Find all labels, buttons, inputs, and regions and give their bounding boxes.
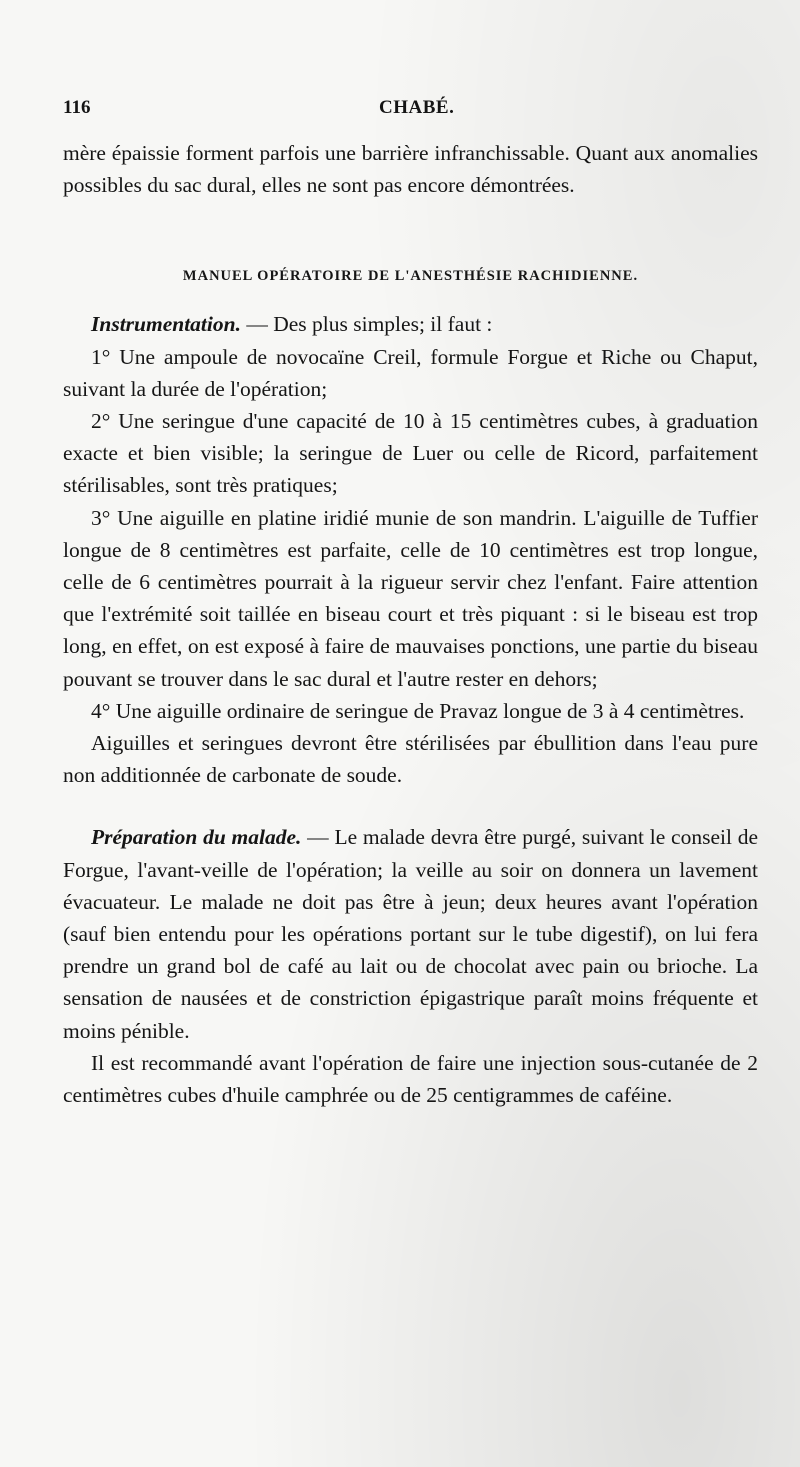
preparation-text: — Le malade devra être purgé, suivant le conseil de Forgue, l'avant-veille de l'opération; la veille au soir on donnera un lavement évacuateur. Le malade ne doit pas être à jeun; deux heures avant l'opération (sauf bien entendu pour les opérations portant sur le tube digestif), on lui fera prendre un grand bol de café au lait ou de chocolat avec pain ou brioche. La sensation de nausées et de constriction épigastrique paraît moins fréquente et moins pénible. [63,825,759,1043]
intro-paragraph: mère épaissie forment parfois une barrière infranchissable. Quant aux anomalies possibles du sac dural, elles ne sont pas encore démontrées. [63,141,758,198]
instrumentation-label: Instrumentation. [91,312,241,337]
preparation-paragraph [63,821,758,1046]
preparation-label: Préparation du malade. [91,825,302,850]
body-text [63,137,758,1111]
instrumentation-text: — Des plus simples; il faut : [240,312,493,337]
instrumentation-paragraph [63,308,758,340]
instrument-item-3: 3° Une aiguille en platine iridié munie de son mandrin. L'aiguille de Tuffier longue de 8 centimètres est parfaite, celle de 10 centimètres est trop longue, celle de 6 centimètres pourrait à la rigueur servir chez l'enfant. Faire attention que l'extrémité soit taillée en biseau court et très piquant : si le biseau est trop long, en effet, on est exposé à faire de mauvaises ponctions, une partie du biseau pouvant se trouver dans le sac dural et l'autre rester en dehors; [63,505,758,691]
instrument-item-1: 1° Une ampoule de novocaïne Creil, formule Forgue et Riche ou Chaput, suivant la durée de l'opération; [63,344,758,401]
page-number: 116 [63,97,91,118]
running-title: CHABÉ. [379,97,455,118]
section-heading: MANUEL OPÉRATOIRE DE L'ANESTHÉSIE RACHIDIENNE. [182,268,639,285]
final-paragraph: Il est recommandé avant l'opération de faire une injection sous-cutanée de 2 centimètres cubes d'huile camphrée ou de 25 centigrammes de caféine. [63,1050,758,1108]
instrument-item-2: 2° Une seringue d'une capacité de 10 à 15 centimètres cubes, à graduation exacte et bien visible; la seringue de Luer ou celle de Ricord, parfaitement stérilisables, sont très pratiques; [63,409,758,498]
instrument-item-4: 4° Une aiguille ordinaire de seringue de Pravaz longue de 3 à 4 centimètres. [91,698,745,723]
sterilization-paragraph: Aiguilles et seringues devront être stérilisées par ébullition dans l'eau pure non additionnée de carbonate de soude. [63,731,758,788]
running-head [63,97,753,127]
